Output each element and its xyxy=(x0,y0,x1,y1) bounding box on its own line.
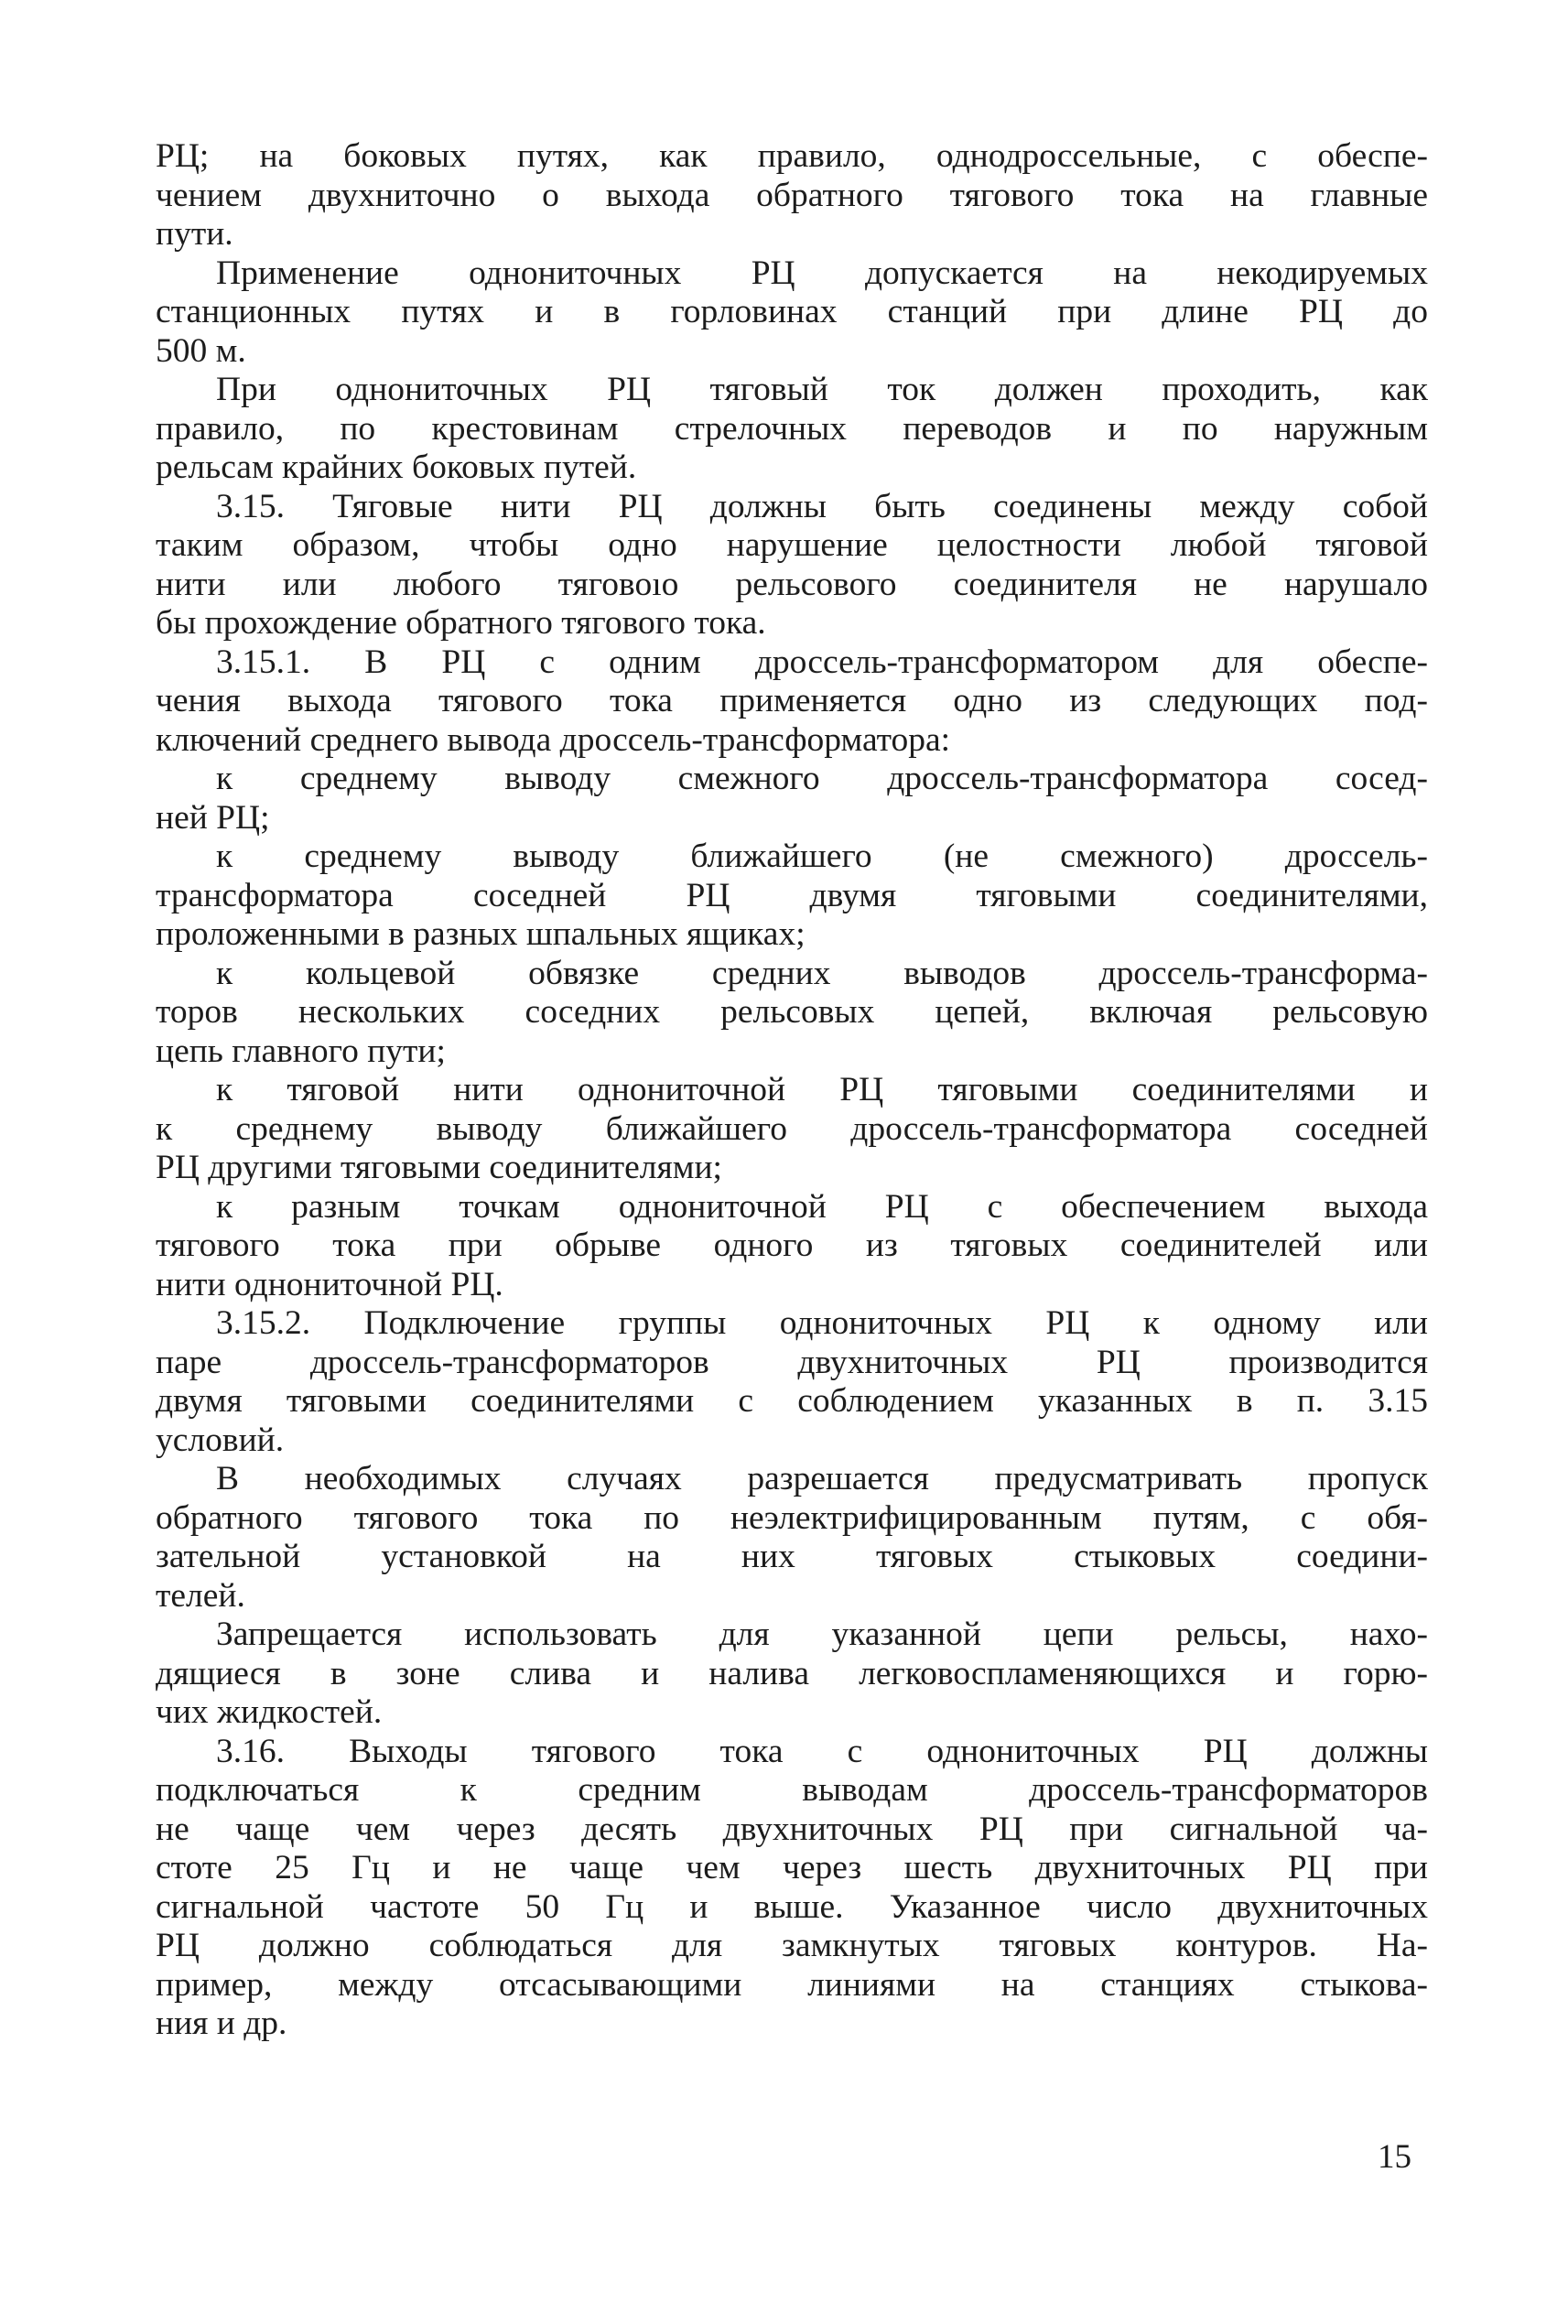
document-body xyxy=(156,137,1428,2044)
text-line: РЦ; на боковых путях, как правило, однодроссельные, с обеспе- xyxy=(156,137,1428,175)
text-line: ния и др. xyxy=(156,2005,287,2042)
text-line: 3.15. Тяговые нити РЦ должны быть соединены между собой xyxy=(216,487,1428,525)
paragraph xyxy=(156,838,1428,955)
text-line: телей. xyxy=(156,1576,245,1615)
text-line: рельсам крайних боковых путей. xyxy=(156,449,637,486)
text-line: Применение однониточных РЦ допускается на некодируемых xyxy=(216,254,1428,292)
text-line: дящиеся в зоне слива и налива легковоспламеняющихся и горю- xyxy=(156,1654,1428,1692)
text-line: к среднему выводу смежного дроссель-трансформатора сосед- xyxy=(216,760,1428,797)
text-line: чением двухниточно о выхода обратного тягового тока на главные xyxy=(156,176,1428,214)
text-line: стоте 25 Гц и не чаще чем через шесть двухниточных РЦ при xyxy=(156,1849,1428,1886)
text-line: к среднему выводу ближайшего (не смежного) дроссель- xyxy=(216,838,1428,875)
paragraph xyxy=(156,1616,1428,1733)
text-line: пути. xyxy=(156,215,233,253)
text-line: не чаще чем через десять двухниточных РЦ при сигнальной ча- xyxy=(156,1810,1428,1848)
paragraph xyxy=(156,488,1428,643)
text-line: к разным точкам однониточной РЦ с обеспечением выхода xyxy=(216,1187,1428,1226)
paragraph xyxy=(156,1733,1428,2044)
text-line: нити или любого тяговоıо рельсового соединителя не нарушало xyxy=(156,565,1428,603)
text-line: к кольцевой обвязке средних выводов дроссель-трансформа- xyxy=(216,954,1428,992)
paragraph xyxy=(156,371,1428,488)
text-line: паре дроссель-трансформаторов двухниточных РЦ производится xyxy=(156,1343,1428,1381)
text-line: ключений среднего вывода дроссель-трансформатора: xyxy=(156,720,951,759)
text-line: РЦ должно соблюдаться для замкнутых тяговых контуров. На- xyxy=(156,1927,1428,1964)
paragraph xyxy=(156,1071,1428,1188)
text-line: ней РЦ; xyxy=(156,798,270,837)
text-line: 3.15.2. Подключение группы однониточных РЦ к одному или xyxy=(216,1304,1428,1342)
text-line: нити однониточной РЦ. xyxy=(156,1265,503,1303)
text-line: При однониточных РЦ тяговый ток должен проходить, как xyxy=(216,371,1428,408)
text-line: зательной установкой на них тяговых стыковых соедини- xyxy=(156,1538,1428,1575)
page-number: 15 xyxy=(1378,2138,1411,2176)
paragraph xyxy=(156,1304,1428,1460)
paragraph xyxy=(156,1460,1428,1616)
text-line: Запрещается использовать для указанной цепи рельсы, нахо- xyxy=(216,1616,1428,1653)
text-line: сигнальной частоте 50 Гц и выше. Указанное число двухниточных xyxy=(156,1887,1428,1926)
text-line: В необходимых случаях разрешается предусматривать пропуск xyxy=(216,1460,1428,1497)
text-line: 500 м. xyxy=(156,331,246,370)
paragraph xyxy=(156,254,1428,372)
text-line: бы прохождение обратного тягового тока. xyxy=(156,604,766,642)
text-line: станционных путях и в горловинах станций при длине РЦ до xyxy=(156,293,1428,330)
text-line: к тяговой нити однониточной РЦ тяговыми соединителями и xyxy=(216,1071,1428,1108)
text-line: РЦ другими тяговыми соединителями; xyxy=(156,1149,722,1186)
text-line: пример, между отсасывающими линиями на станциях стыкова- xyxy=(156,1965,1428,2004)
text-line: цепь главного пути; xyxy=(156,1032,446,1070)
text-line: к среднему выводу ближайшего дроссель-трансформатора соседней xyxy=(156,1109,1428,1148)
text-line: правило, по крестовинам стрелочных переводов и по наружным xyxy=(156,409,1428,448)
text-line: 3.16. Выходы тягового тока с однониточных РЦ должны xyxy=(216,1732,1428,1770)
paragraph xyxy=(156,955,1428,1072)
paragraph xyxy=(156,760,1428,838)
paragraph xyxy=(156,137,1428,254)
text-line: 3.15.1. В РЦ с одним дроссель-трансформатором для обеспе- xyxy=(216,643,1428,681)
text-line: трансформатора соседней РЦ двумя тяговыми соединителями, xyxy=(156,876,1428,914)
text-line: торов нескольких соседних рельсовых цепей, включая рельсовую xyxy=(156,993,1428,1031)
paragraph xyxy=(156,1188,1428,1305)
text-line: обратного тягового тока по неэлектрифицированным путям, с обя- xyxy=(156,1498,1428,1537)
text-line: чения выхода тягового тока применяется одно из следующих под- xyxy=(156,682,1428,719)
text-line: подключаться к средним выводам дроссель-трансформаторов xyxy=(156,1771,1428,1809)
text-line: двумя тяговыми соединителями с соблюдением указанных в п. 3.15 xyxy=(156,1382,1428,1420)
text-line: тягового тока при обрыве одного из тяговых соединителей или xyxy=(156,1227,1428,1264)
text-line: таким образом, чтобы одно нарушение целостности любой тяговой xyxy=(156,526,1428,564)
text-line: чих жидкостей. xyxy=(156,1693,383,1731)
text-line: проложенными в разных шпальных ящиках; xyxy=(156,915,806,953)
text-line: условий. xyxy=(156,1421,285,1459)
paragraph xyxy=(156,643,1428,761)
